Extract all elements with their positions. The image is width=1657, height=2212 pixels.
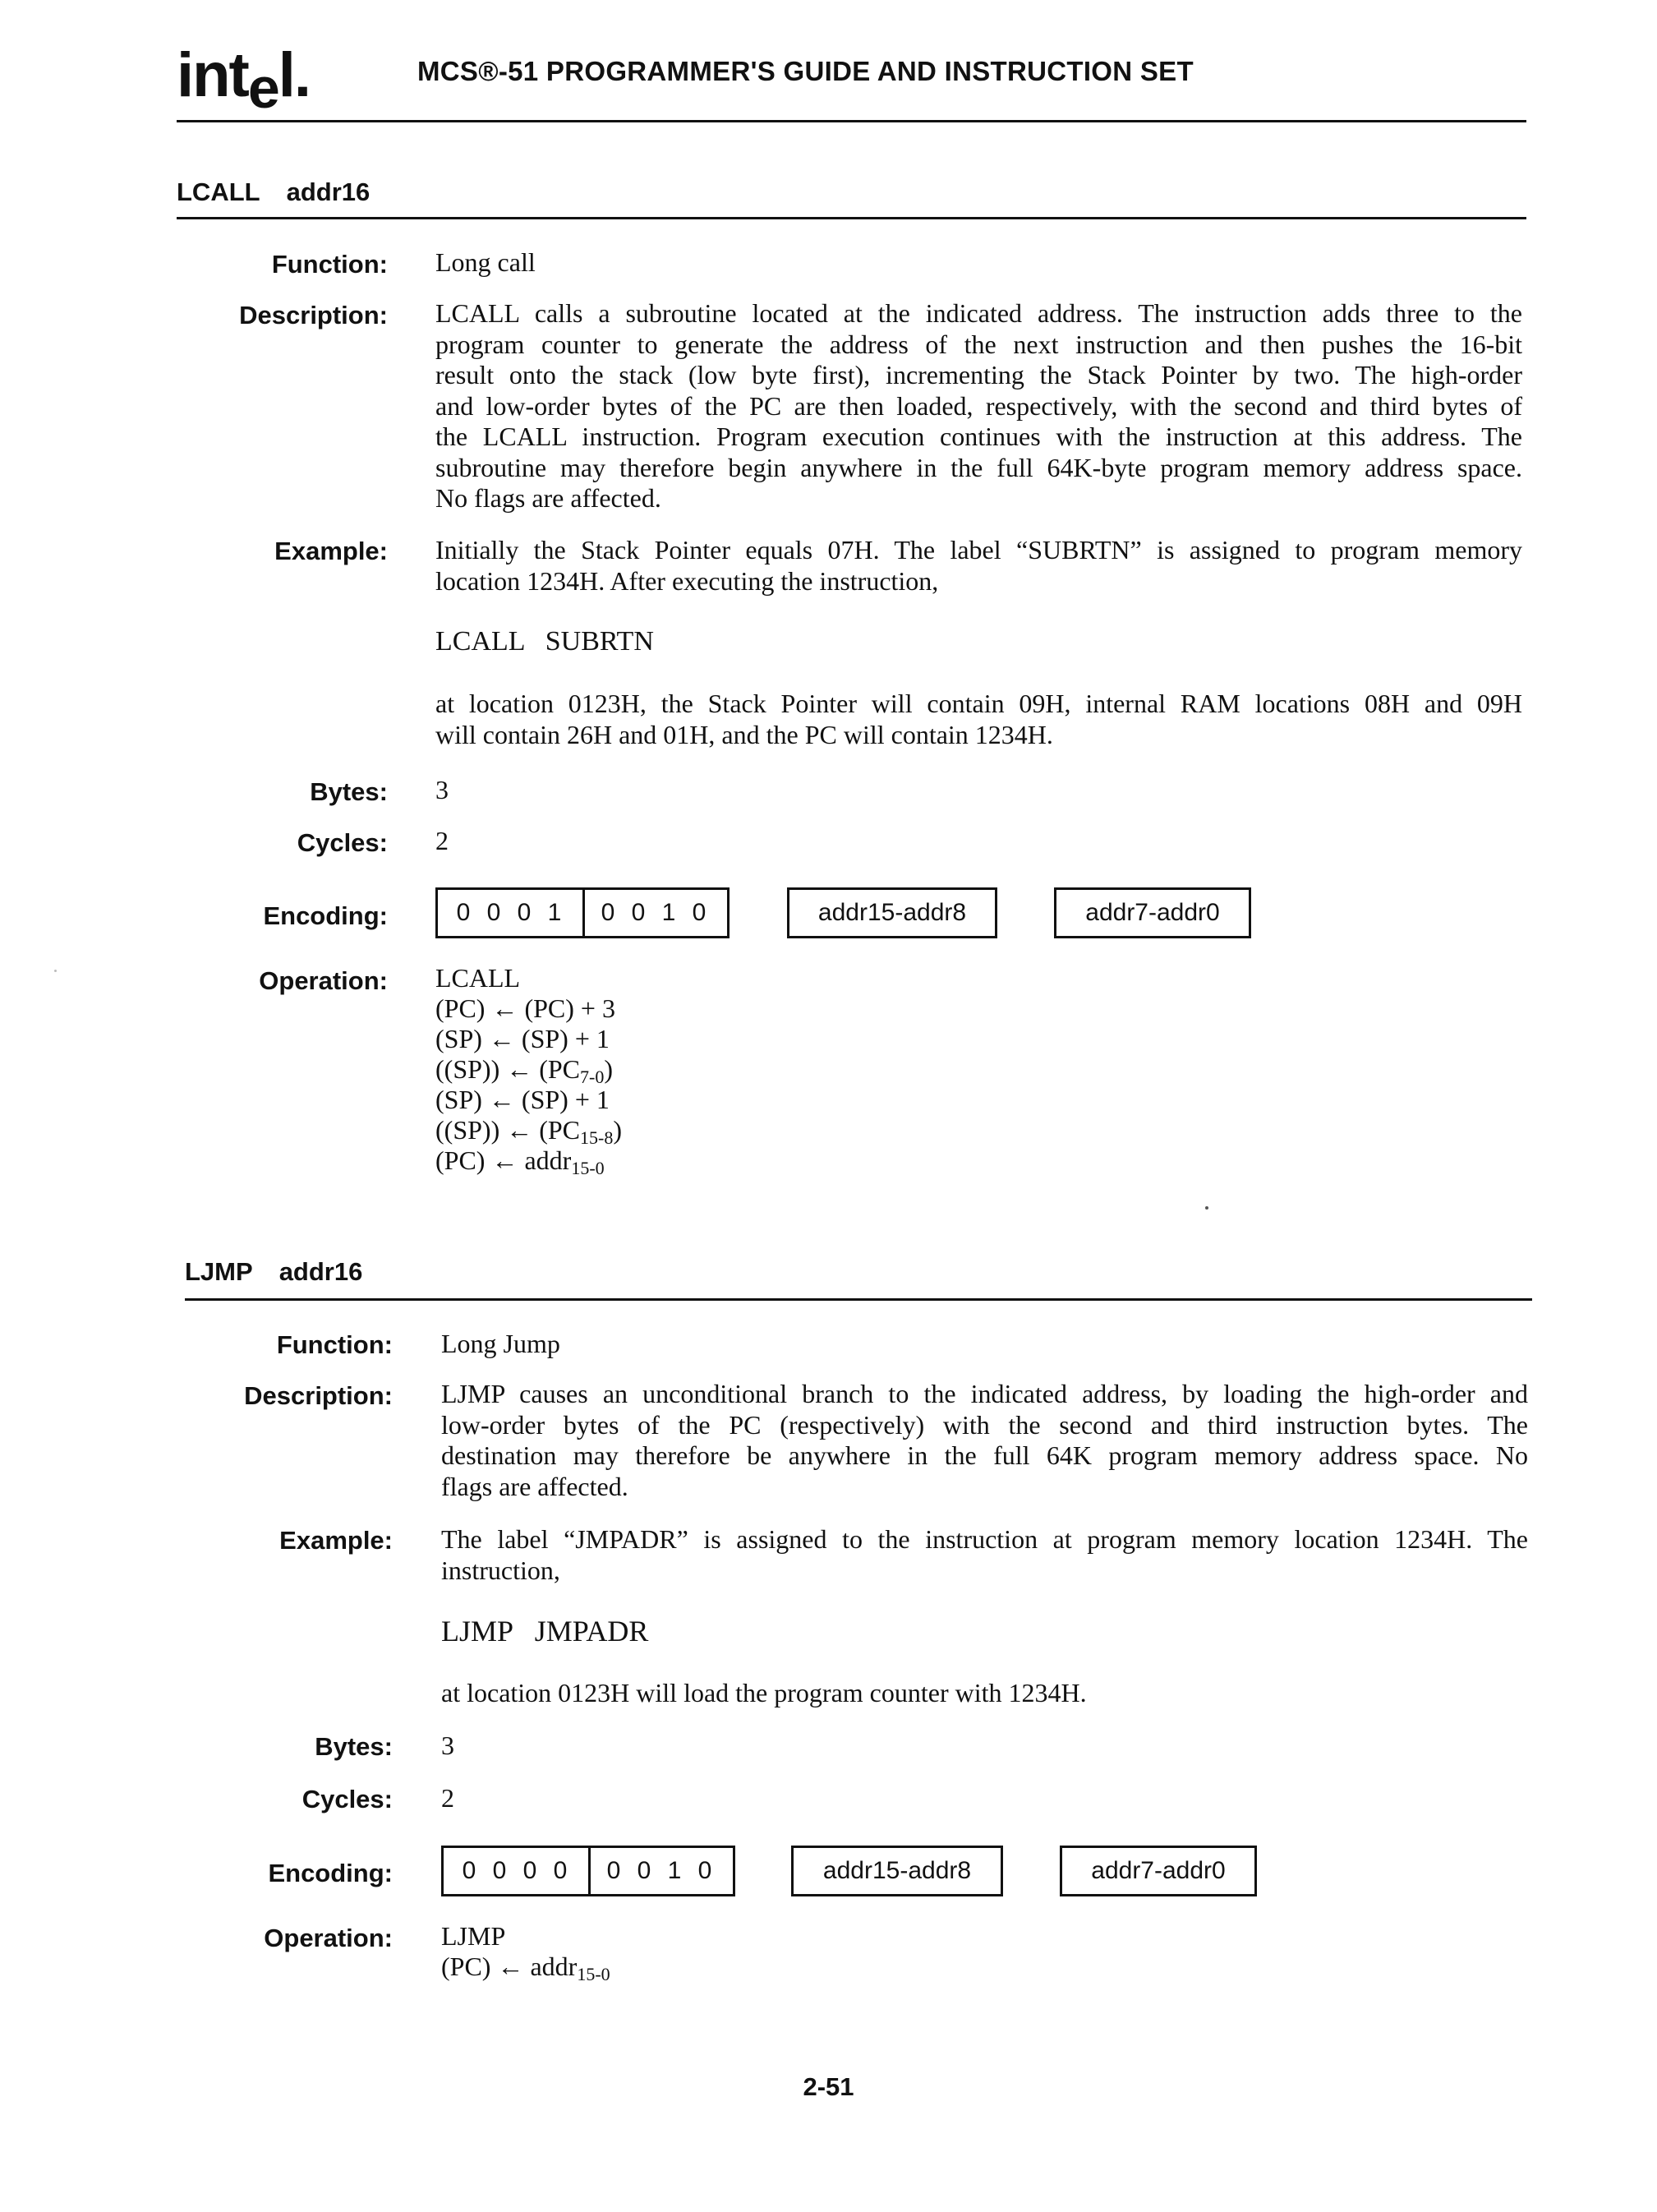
ljmp-operand: addr16 — [278, 1257, 363, 1286]
lcall-description-label: Description: — [239, 301, 388, 329]
ljmp-bytes-value: 3 — [441, 1730, 454, 1760]
ljmp-example-result: at location 0123H will load the program counter with 1234H. — [441, 1678, 1087, 1707]
lcall-description-line: subroutine may therefore begin anywhere in the full 64K-byte program memory address space. — [435, 452, 1522, 482]
ljmp-example-line: instruction, — [441, 1555, 560, 1585]
ljmp-mnemonic: LJMP — [185, 1257, 253, 1286]
lcall-description-line: result onto the stack (low byte first), incrementing the Stack Pointer by two. The high-order — [435, 360, 1522, 389]
ljmp-example-line: The label “JMPADR” is assigned to the instruction at program memory location 1234H. The — [441, 1524, 1528, 1554]
scan-speck — [1205, 1206, 1208, 1210]
ljmp-operation-line: (PC) ← addr$_{15-0}$ — [441, 1952, 610, 1984]
lcall-description-line: program counter to generate the address of the next instruction and then pushes the 16-bit — [435, 329, 1522, 359]
scan-speck — [54, 970, 57, 972]
lcall-function-value: Long call — [435, 247, 536, 277]
ljmp-description-line: low-order bytes of the PC (respectively) with the second and third instruction bytes. The — [441, 1409, 1528, 1440]
lcall-example-label: Example: — [274, 537, 388, 565]
ljmp-function-value: Long Jump — [441, 1329, 560, 1358]
lcall-function-label: Function: — [271, 250, 388, 279]
lcall-opcode-high-nibble: 0 0 0 1 — [456, 899, 567, 926]
ljmp-encoding-label: Encoding: — [268, 1859, 393, 1887]
ljmp-bytes-label: Bytes: — [315, 1732, 393, 1761]
lcall-operation-line: (PC) ← (PC) + 3 — [435, 993, 615, 1023]
lcall-example-code: LCALL SUBRTN — [435, 626, 654, 657]
ljmp-description-label: Description: — [244, 1381, 393, 1410]
lcall-cycles-value: 2 — [435, 826, 449, 855]
lcall-example-line: will contain 26H and 01H, and the PC will contain 1234H. — [435, 719, 1053, 749]
lcall-opcode-box — [435, 887, 730, 938]
ljmp-function-label: Function: — [276, 1330, 393, 1359]
ljmp-operation — [441, 1921, 610, 1982]
lcall-example-intro — [435, 535, 1522, 597]
ljmp-example-intro — [441, 1524, 1528, 1586]
ljmp-description-line: LJMP causes an unconditional branch to the indicated address, by loading the high-order and — [441, 1379, 1528, 1408]
ljmp-heading — [185, 1257, 362, 1287]
lcall-operation-label: Operation: — [259, 966, 388, 995]
ljmp-cycles-value: 2 — [441, 1783, 454, 1813]
lcall-rule — [177, 217, 1526, 219]
lcall-example-result — [435, 689, 1522, 750]
lcall-example-line: Initially the Stack Pointer equals 07H. The label “SUBRTN” is assigned to program memory — [435, 535, 1522, 565]
ljmp-cycles-label: Cycles: — [301, 1785, 393, 1813]
ljmp-rule — [185, 1298, 1532, 1301]
lcall-addr-high-box: addr15-addr8 — [787, 887, 997, 938]
lcall-encoding-label: Encoding: — [263, 901, 388, 930]
ljmp-description — [441, 1379, 1528, 1502]
lcall-description-line: No flags are affected. — [435, 483, 661, 513]
ljmp-operation-name: LJMP — [441, 1921, 506, 1951]
ljmp-opcode-box — [441, 1846, 735, 1896]
lcall-cycles-label: Cycles: — [297, 828, 388, 857]
lcall-bytes-label: Bytes: — [310, 777, 388, 806]
ljmp-description-line: flags are affected. — [441, 1471, 628, 1501]
ljmp-example-code: LJMP JMPADR — [441, 1615, 649, 1647]
ljmp-description-line: destination may therefore be anywhere in the full 64K program memory address space. No — [441, 1440, 1528, 1470]
lcall-operation-line: (PC) ← addr$_{15-0}$ — [435, 1145, 605, 1178]
lcall-example-line: at location 0123H, the Stack Pointer will contain 09H, internal RAM locations 08H and 09H — [435, 689, 1522, 718]
lcall-example-line: location 1234H. After executing the instruction, — [435, 565, 939, 596]
page-number: 2-51 — [803, 2072, 854, 2101]
lcall-bytes-value: 3 — [435, 775, 449, 804]
lcall-description — [435, 298, 1522, 514]
lcall-operand: addr16 — [286, 177, 371, 206]
lcall-mnemonic: LCALL — [177, 177, 260, 206]
lcall-operation-line: (SP) ← (SP) + 1 — [435, 1024, 610, 1053]
lcall-addr-low-box: addr7-addr0 — [1054, 887, 1251, 938]
intel-logo: intel. — [177, 40, 311, 120]
ljmp-operation-label: Operation: — [264, 1924, 393, 1952]
lcall-heading — [177, 177, 370, 207]
ljmp-opcode-high-nibble: 0 0 0 0 — [462, 1857, 573, 1884]
lcall-description-line: LCALL calls a subroutine located at the indicated address. The instruction adds three to the — [435, 298, 1522, 328]
lcall-description-line: the LCALL instruction. Program execution continues with the instruction at this address. The — [435, 422, 1522, 451]
lcall-operation-name: LCALL — [435, 963, 521, 993]
header-rule — [177, 120, 1526, 122]
ljmp-addr-low-box: addr7-addr0 — [1060, 1846, 1257, 1896]
ljmp-addr-high-box: addr15-addr8 — [791, 1846, 1003, 1896]
lcall-operation-line: ((SP)) ← $(PC_{15-8})$ — [435, 1115, 622, 1148]
page-header-title: MCS®-51 PROGRAMMER'S GUIDE AND INSTRUCTION SET — [417, 56, 1194, 86]
lcall-operation — [435, 963, 622, 1176]
ljmp-opcode-low-nibble: 0 0 1 0 — [606, 1857, 717, 1884]
lcall-operation-line: (SP) ← (SP) + 1 — [435, 1085, 610, 1114]
lcall-operation-line: ((SP)) ← $(PC_{7-0})$ — [435, 1054, 613, 1087]
ljmp-example-label: Example: — [279, 1526, 393, 1555]
lcall-description-line: and low-order bytes of the PC are then loaded, respectively, with the second and third bytes of — [435, 390, 1522, 421]
lcall-opcode-low-nibble: 0 0 1 0 — [601, 899, 711, 926]
